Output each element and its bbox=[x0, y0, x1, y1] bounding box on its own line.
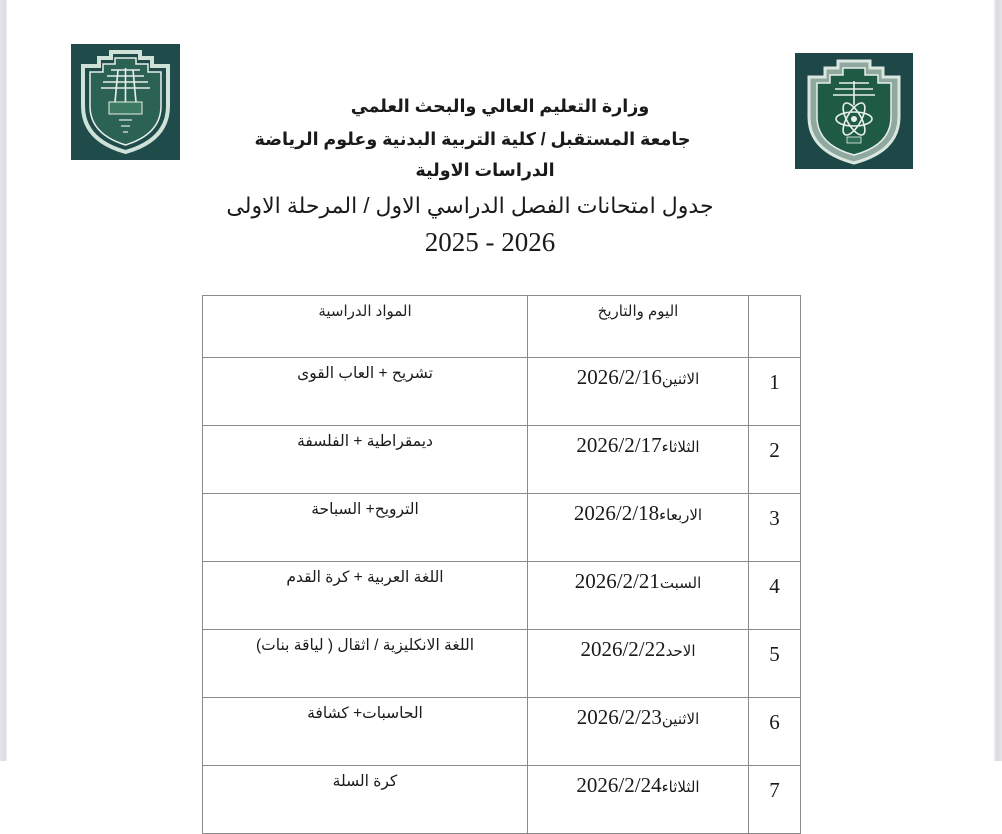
row-number: 7 bbox=[749, 766, 801, 834]
row-number: 2 bbox=[749, 426, 801, 494]
exam-subjects: اللغة العربية + كرة القدم bbox=[203, 562, 528, 630]
university-emblem-logo bbox=[795, 53, 913, 169]
shield-emblem-icon bbox=[71, 44, 180, 160]
exam-day: الثلاثاء bbox=[661, 779, 700, 796]
page-edge-left bbox=[0, 0, 7, 761]
header-subjects: المواد الدراسية bbox=[203, 296, 528, 358]
exam-date-value: 2026/2/24 bbox=[576, 773, 662, 797]
study-type: الدراسات الاولية bbox=[415, 160, 555, 180]
exam-date bbox=[528, 426, 749, 494]
university-college-name: جامعة المستقبل / كلية التربية البدنية وعلوم الرياضة bbox=[254, 129, 691, 149]
exam-date-value: 2026/2/16 bbox=[576, 365, 662, 389]
exam-day: الثلاثاء bbox=[661, 439, 700, 456]
table-row bbox=[203, 698, 801, 766]
exam-subjects: تشريح + العاب القوى bbox=[203, 358, 528, 426]
schedule-title: جدول امتحانات الفصل الدراسي الاول / المرحلة الاولى bbox=[226, 193, 714, 218]
exam-date-value: 2026/2/23 bbox=[576, 705, 662, 729]
exam-date bbox=[528, 766, 749, 834]
table-row bbox=[203, 426, 801, 494]
exam-schedule-table bbox=[202, 295, 801, 834]
exam-day: السبت bbox=[659, 575, 702, 592]
exam-date bbox=[528, 698, 749, 766]
exam-subjects: الحاسبات+ كشافة bbox=[203, 698, 528, 766]
table-row bbox=[203, 358, 801, 426]
row-number: 3 bbox=[749, 494, 801, 562]
row-number: 4 bbox=[749, 562, 801, 630]
row-number: 6 bbox=[749, 698, 801, 766]
ministry-name: وزارة التعليم العالي والبحث العلمي bbox=[350, 96, 650, 116]
table-row bbox=[203, 766, 801, 834]
academic-year: 2026 - 2025 bbox=[424, 227, 556, 257]
table-row bbox=[203, 494, 801, 562]
exam-date-value: 2026/2/22 bbox=[580, 637, 666, 661]
exam-date bbox=[528, 630, 749, 698]
exam-day: الاحد bbox=[665, 643, 696, 660]
exam-date bbox=[528, 494, 749, 562]
table-row bbox=[203, 562, 801, 630]
header-date: اليوم والتاريخ bbox=[528, 296, 749, 358]
row-number: 1 bbox=[749, 358, 801, 426]
exam-date-value: 2026/2/18 bbox=[573, 501, 660, 525]
table-row bbox=[203, 630, 801, 698]
page-edge-right bbox=[994, 0, 1002, 761]
exam-subjects: ديمقراطية + الفلسفة bbox=[203, 426, 528, 494]
exam-day: الاربعاء bbox=[659, 507, 703, 524]
exam-date-value: 2026/2/21 bbox=[574, 569, 660, 593]
header-number bbox=[749, 296, 801, 358]
row-number: 5 bbox=[749, 630, 801, 698]
exam-subjects: كرة السلة bbox=[203, 766, 528, 834]
shield-atom-emblem-icon bbox=[795, 53, 913, 169]
exam-date-value: 2026/2/17 bbox=[576, 433, 662, 457]
exam-subjects: الترويح+ السباحة bbox=[203, 494, 528, 562]
exam-day: الاثنين bbox=[661, 711, 700, 728]
college-emblem-logo bbox=[71, 44, 180, 160]
exam-day: الاثنين bbox=[661, 371, 700, 388]
exam-subjects: اللغة الانكليزية / اثقال ( لياقة بنات) bbox=[203, 630, 528, 698]
table-header-row bbox=[203, 296, 801, 358]
exam-date bbox=[528, 358, 749, 426]
exam-date bbox=[528, 562, 749, 630]
